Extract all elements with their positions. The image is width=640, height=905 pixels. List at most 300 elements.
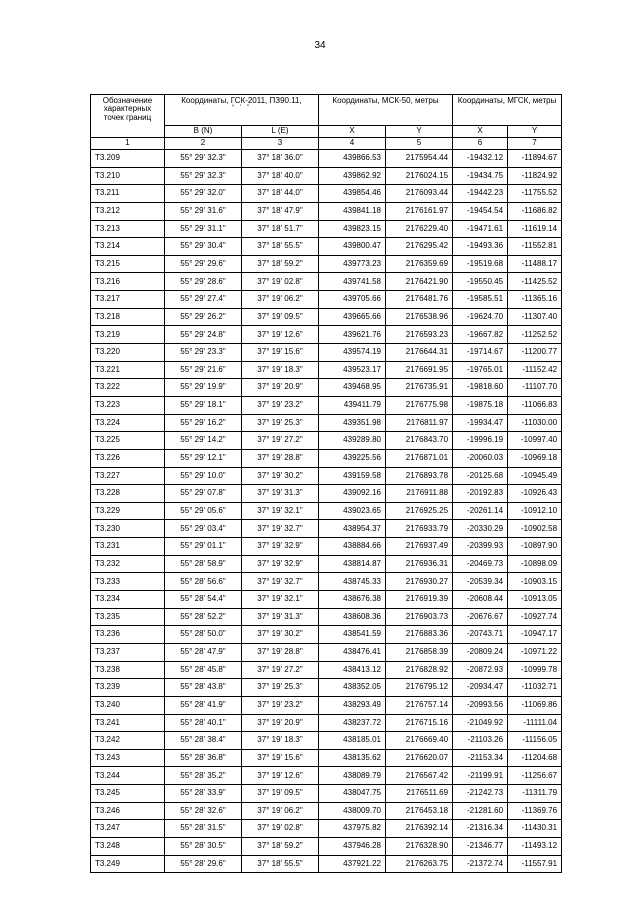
longitude-cell: 37° 19' 20.9" <box>242 379 319 397</box>
msk-y-cell: 2176871.01 <box>386 449 453 467</box>
msk-y-cell: 2176903.73 <box>386 608 453 626</box>
latitude-cell: 55° 29' 01.1" <box>165 538 242 556</box>
mgsk-x-cell: -19585.51 <box>453 291 508 309</box>
point-id-cell: Т3.249 <box>91 855 165 873</box>
mgsk-y-cell: -11252.52 <box>508 326 562 344</box>
mgsk-y-cell: -11152.42 <box>508 361 562 379</box>
msk-y-cell: 2176620.07 <box>386 749 453 767</box>
msk-x-cell: 439866.53 <box>319 150 386 168</box>
table-row <box>91 679 562 697</box>
longitude-cell: 37° 19' 09.5" <box>242 308 319 326</box>
msk-x-cell: 437946.28 <box>319 837 386 855</box>
msk-y-cell: 2176392.14 <box>386 820 453 838</box>
table-row <box>91 626 562 644</box>
mgsk-y-cell: -11156.05 <box>508 732 562 750</box>
table-row <box>91 202 562 220</box>
table-row <box>91 485 562 503</box>
msk-x-cell: 439225.56 <box>319 449 386 467</box>
latitude-cell: 55° 28' 45.8" <box>165 661 242 679</box>
table-row <box>91 802 562 820</box>
mgsk-y-cell: -11311.79 <box>508 785 562 803</box>
msk-y-cell: 2176453.18 <box>386 802 453 820</box>
latitude-cell: 55° 29' 19.9" <box>165 379 242 397</box>
mgsk-x-cell: -19765.01 <box>453 361 508 379</box>
longitude-cell: 37° 19' 30.2" <box>242 467 319 485</box>
point-id-cell: Т3.235 <box>91 608 165 626</box>
msk-y-cell: 2176893.78 <box>386 467 453 485</box>
table-row <box>91 749 562 767</box>
msk-y-cell: 2176593.23 <box>386 326 453 344</box>
latitude-cell: 55° 28' 35.2" <box>165 767 242 785</box>
msk-x-cell: 438954.37 <box>319 520 386 538</box>
point-id-cell: Т3.241 <box>91 714 165 732</box>
msk-x-cell: 439523.17 <box>319 361 386 379</box>
mgsk-x-cell: -19550.45 <box>453 273 508 291</box>
header-point-designation: Обозначение характерных точек границ <box>91 95 165 138</box>
mgsk-y-cell: -11430.31 <box>508 820 562 838</box>
mgsk-x-cell: -20330.29 <box>453 520 508 538</box>
mgsk-y-cell: -11069.86 <box>508 696 562 714</box>
latitude-cell: 55° 29' 07.8" <box>165 485 242 503</box>
mgsk-x-cell: -21153.34 <box>453 749 508 767</box>
mgsk-x-cell: -19667.82 <box>453 326 508 344</box>
latitude-cell: 55° 29' 29.6" <box>165 255 242 273</box>
mgsk-x-cell: -19818.60 <box>453 379 508 397</box>
mgsk-x-cell: -20809.24 <box>453 643 508 661</box>
longitude-cell: 37° 19' 18.3" <box>242 361 319 379</box>
point-id-cell: Т3.221 <box>91 361 165 379</box>
msk-y-cell: 2176911.88 <box>386 485 453 503</box>
point-id-cell: Т3.216 <box>91 273 165 291</box>
table-row <box>91 432 562 450</box>
msk-x-cell: 439574.19 <box>319 344 386 362</box>
table-row <box>91 220 562 238</box>
latitude-cell: 55° 29' 28.6" <box>165 273 242 291</box>
mgsk-y-cell: -10902.58 <box>508 520 562 538</box>
header-sub-msk-y: Y <box>386 126 453 138</box>
msk-y-cell: 2176883.36 <box>386 626 453 644</box>
msk-x-cell: 438293.49 <box>319 696 386 714</box>
table-row <box>91 379 562 397</box>
table-row <box>91 150 562 168</box>
mgsk-x-cell: -21199.91 <box>453 767 508 785</box>
mgsk-y-cell: -10969.18 <box>508 449 562 467</box>
msk-x-cell: 439289.80 <box>319 432 386 450</box>
msk-x-cell: 438185.01 <box>319 732 386 750</box>
table-row <box>91 820 562 838</box>
msk-x-cell: 439023.65 <box>319 502 386 520</box>
mgsk-x-cell: -21316.34 <box>453 820 508 838</box>
longitude-cell: 37° 19' 20.9" <box>242 714 319 732</box>
point-id-cell: Т3.230 <box>91 520 165 538</box>
mgsk-y-cell: -11552.81 <box>508 238 562 256</box>
latitude-cell: 55° 28' 58.9" <box>165 555 242 573</box>
column-number: 3 <box>242 138 319 150</box>
mgsk-y-cell: -10926.43 <box>508 485 562 503</box>
msk-x-cell: 438814.87 <box>319 555 386 573</box>
mgsk-x-cell: -21049.92 <box>453 714 508 732</box>
latitude-cell: 55° 29' 30.4" <box>165 238 242 256</box>
mgsk-y-cell: -10999.78 <box>508 661 562 679</box>
msk-x-cell: 439159.58 <box>319 467 386 485</box>
msk-y-cell: 2176937.49 <box>386 538 453 556</box>
longitude-cell: 37° 19' 18.3" <box>242 732 319 750</box>
msk-x-cell: 438413.12 <box>319 661 386 679</box>
point-id-cell: Т3.215 <box>91 255 165 273</box>
mgsk-x-cell: -19432.12 <box>453 150 508 168</box>
msk-x-cell: 439092.16 <box>319 485 386 503</box>
msk-x-cell: 438745.33 <box>319 573 386 591</box>
table-row <box>91 661 562 679</box>
latitude-cell: 55° 29' 32.3" <box>165 167 242 185</box>
header-mgsk-group: Координаты, МГСК, метры <box>453 95 562 126</box>
latitude-cell: 55° 29' 32.0" <box>165 185 242 203</box>
table-row <box>91 767 562 785</box>
longitude-cell: 37° 19' 32.7" <box>242 573 319 591</box>
point-id-cell: Т3.242 <box>91 732 165 750</box>
table-row <box>91 308 562 326</box>
point-id-cell: Т3.228 <box>91 485 165 503</box>
longitude-cell: 37° 19' 27.2" <box>242 661 319 679</box>
mgsk-y-cell: -11107.70 <box>508 379 562 397</box>
msk-x-cell: 439741.58 <box>319 273 386 291</box>
longitude-cell: 37° 19' 28.8" <box>242 643 319 661</box>
mgsk-y-cell: -11204.68 <box>508 749 562 767</box>
mgsk-x-cell: -19493.36 <box>453 238 508 256</box>
mgsk-y-cell: -11256.67 <box>508 767 562 785</box>
mgsk-y-cell: -11493.12 <box>508 837 562 855</box>
point-id-cell: Т3.213 <box>91 220 165 238</box>
latitude-cell: 55° 28' 56.6" <box>165 573 242 591</box>
mgsk-x-cell: -19519.68 <box>453 255 508 273</box>
longitude-cell: 37° 18' 44.0" <box>242 185 319 203</box>
latitude-cell: 55° 28' 41.9" <box>165 696 242 714</box>
mgsk-x-cell: -20993.56 <box>453 696 508 714</box>
msk-x-cell: 439862.92 <box>319 167 386 185</box>
mgsk-y-cell: -10903.15 <box>508 573 562 591</box>
longitude-cell: 37° 19' 25.3" <box>242 679 319 697</box>
msk-x-cell: 439800.47 <box>319 238 386 256</box>
longitude-cell: 37° 19' 23.2" <box>242 696 319 714</box>
mgsk-y-cell: -11369.76 <box>508 802 562 820</box>
msk-y-cell: 2176795.12 <box>386 679 453 697</box>
table-row <box>91 467 562 485</box>
latitude-cell: 55° 29' 18.1" <box>165 396 242 414</box>
table-row <box>91 273 562 291</box>
point-id-cell: Т3.219 <box>91 326 165 344</box>
latitude-cell: 55° 29' 05.6" <box>165 502 242 520</box>
latitude-cell: 55° 28' 50.0" <box>165 626 242 644</box>
msk-y-cell: 2176481.76 <box>386 291 453 309</box>
mgsk-y-cell: -11200.77 <box>508 344 562 362</box>
longitude-cell: 37° 19' 28.8" <box>242 449 319 467</box>
point-id-cell: Т3.210 <box>91 167 165 185</box>
point-id-cell: Т3.227 <box>91 467 165 485</box>
msk-x-cell: 438089.79 <box>319 767 386 785</box>
point-id-cell: Т3.225 <box>91 432 165 450</box>
mgsk-y-cell: -10912.10 <box>508 502 562 520</box>
table-row <box>91 714 562 732</box>
table-row <box>91 326 562 344</box>
mgsk-y-cell: -10947.17 <box>508 626 562 644</box>
mgsk-y-cell: -11365.16 <box>508 291 562 309</box>
point-id-cell: Т3.222 <box>91 379 165 397</box>
msk-x-cell: 439468.95 <box>319 379 386 397</box>
mgsk-x-cell: -19714.67 <box>453 344 508 362</box>
latitude-cell: 55° 29' 21.6" <box>165 361 242 379</box>
mgsk-y-cell: -11488.17 <box>508 255 562 273</box>
mgsk-x-cell: -20399.93 <box>453 538 508 556</box>
point-id-cell: Т3.233 <box>91 573 165 591</box>
latitude-cell: 55° 28' 40.1" <box>165 714 242 732</box>
latitude-cell: 55° 28' 32.6" <box>165 802 242 820</box>
table-row <box>91 238 562 256</box>
mgsk-x-cell: -20608.44 <box>453 591 508 609</box>
header-sub-mgsk-y: Y <box>508 126 562 138</box>
point-id-cell: Т3.212 <box>91 202 165 220</box>
latitude-cell: 55° 29' 16.2" <box>165 414 242 432</box>
msk-x-cell: 438135.62 <box>319 749 386 767</box>
point-id-cell: Т3.245 <box>91 785 165 803</box>
msk-x-cell: 439823.15 <box>319 220 386 238</box>
mgsk-x-cell: -20676.67 <box>453 608 508 626</box>
longitude-cell: 37° 18' 40.0" <box>242 167 319 185</box>
mgsk-y-cell: -10913.05 <box>508 591 562 609</box>
longitude-cell: 37° 19' 32.1" <box>242 591 319 609</box>
point-id-cell: Т3.244 <box>91 767 165 785</box>
point-id-cell: Т3.220 <box>91 344 165 362</box>
point-id-cell: Т3.226 <box>91 449 165 467</box>
mgsk-y-cell: -11686.82 <box>508 202 562 220</box>
point-id-cell: Т3.217 <box>91 291 165 309</box>
latitude-cell: 55° 29' 31.6" <box>165 202 242 220</box>
latitude-cell: 55° 28' 43.8" <box>165 679 242 697</box>
latitude-cell: 55° 29' 24.8" <box>165 326 242 344</box>
mgsk-y-cell: -10897.90 <box>508 538 562 556</box>
latitude-cell: 55° 28' 36.8" <box>165 749 242 767</box>
mgsk-y-cell: -10945.49 <box>508 467 562 485</box>
latitude-cell: 55° 29' 12.1" <box>165 449 242 467</box>
table-row <box>91 255 562 273</box>
table-row <box>91 555 562 573</box>
msk-y-cell: 2175954.44 <box>386 150 453 168</box>
point-id-cell: Т3.229 <box>91 502 165 520</box>
latitude-cell: 55° 28' 30.5" <box>165 837 242 855</box>
msk-x-cell: 439854.46 <box>319 185 386 203</box>
table-row <box>91 185 562 203</box>
table-row <box>91 643 562 661</box>
longitude-cell: 37° 18' 59.2" <box>242 837 319 855</box>
table-body <box>91 150 562 873</box>
mgsk-y-cell: -11824.92 <box>508 167 562 185</box>
point-id-cell: Т3.237 <box>91 643 165 661</box>
longitude-cell: 37° 18' 51.7" <box>242 220 319 238</box>
table-row <box>91 414 562 432</box>
mgsk-y-cell: -11425.52 <box>508 273 562 291</box>
column-number: 6 <box>453 138 508 150</box>
mgsk-x-cell: -21242.73 <box>453 785 508 803</box>
longitude-cell: 37° 19' 32.1" <box>242 502 319 520</box>
msk-x-cell: 437975.82 <box>319 820 386 838</box>
msk-y-cell: 2176669.40 <box>386 732 453 750</box>
mgsk-x-cell: -20125.68 <box>453 467 508 485</box>
header-msk-group: Координаты, МСК-50, метры <box>319 95 453 126</box>
msk-x-cell: 438237.72 <box>319 714 386 732</box>
mgsk-y-cell: -11557.91 <box>508 855 562 873</box>
msk-y-cell: 2176925.25 <box>386 502 453 520</box>
column-number: 4 <box>319 138 386 150</box>
point-id-cell: Т3.224 <box>91 414 165 432</box>
mgsk-y-cell: -11307.40 <box>508 308 562 326</box>
msk-x-cell: 438541.59 <box>319 626 386 644</box>
msk-y-cell: 2176295.42 <box>386 238 453 256</box>
msk-y-cell: 2176691.95 <box>386 361 453 379</box>
point-id-cell: Т3.214 <box>91 238 165 256</box>
msk-y-cell: 2176715.16 <box>386 714 453 732</box>
msk-x-cell: 439621.76 <box>319 326 386 344</box>
point-id-cell: Т3.209 <box>91 150 165 168</box>
longitude-cell: 37° 19' 27.2" <box>242 432 319 450</box>
table-row <box>91 520 562 538</box>
msk-y-cell: 2176930.27 <box>386 573 453 591</box>
msk-x-cell: 438608.36 <box>319 608 386 626</box>
point-id-cell: Т3.234 <box>91 591 165 609</box>
mgsk-x-cell: -20192.83 <box>453 485 508 503</box>
msk-x-cell: 438047.75 <box>319 785 386 803</box>
mgsk-y-cell: -10997.40 <box>508 432 562 450</box>
longitude-cell: 37° 18' 36.0" <box>242 150 319 168</box>
msk-x-cell: 439665.66 <box>319 308 386 326</box>
latitude-cell: 55° 28' 29.6" <box>165 855 242 873</box>
longitude-cell: 37° 18' 47.9" <box>242 202 319 220</box>
table-row <box>91 361 562 379</box>
msk-x-cell: 438352.05 <box>319 679 386 697</box>
mgsk-y-cell: -11619.14 <box>508 220 562 238</box>
table-row <box>91 608 562 626</box>
mgsk-x-cell: -20469.73 <box>453 555 508 573</box>
mgsk-x-cell: -19624.70 <box>453 308 508 326</box>
longitude-cell: 37° 19' 06.2" <box>242 802 319 820</box>
mgsk-x-cell: -21372.74 <box>453 855 508 873</box>
msk-x-cell: 437921.22 <box>319 855 386 873</box>
column-number: 5 <box>386 138 453 150</box>
point-id-cell: Т3.240 <box>91 696 165 714</box>
mgsk-x-cell: -19875.18 <box>453 396 508 414</box>
latitude-cell: 55° 29' 27.4" <box>165 291 242 309</box>
mgsk-y-cell: -11755.52 <box>508 185 562 203</box>
mgsk-y-cell: -10971.22 <box>508 643 562 661</box>
msk-y-cell: 2176263.75 <box>386 855 453 873</box>
msk-y-cell: 2176511.69 <box>386 785 453 803</box>
mgsk-y-cell: -10927.74 <box>508 608 562 626</box>
msk-x-cell: 438476.41 <box>319 643 386 661</box>
header-sub-b: B (N) <box>165 126 242 138</box>
mgsk-x-cell: -19934.47 <box>453 414 508 432</box>
longitude-cell: 37° 19' 06.2" <box>242 291 319 309</box>
longitude-cell: 37° 19' 15.6" <box>242 344 319 362</box>
msk-y-cell: 2176757.14 <box>386 696 453 714</box>
longitude-cell: 37° 19' 31.3" <box>242 608 319 626</box>
latitude-cell: 55° 28' 54.4" <box>165 591 242 609</box>
latitude-cell: 55° 29' 23.3" <box>165 344 242 362</box>
mgsk-x-cell: -21346.77 <box>453 837 508 855</box>
table-row <box>91 855 562 873</box>
msk-y-cell: 2176933.79 <box>386 520 453 538</box>
point-id-cell: Т3.247 <box>91 820 165 838</box>
msk-x-cell: 439773.23 <box>319 255 386 273</box>
column-number: 1 <box>91 138 165 150</box>
latitude-cell: 55° 29' 10.0" <box>165 467 242 485</box>
table-row <box>91 449 562 467</box>
mgsk-x-cell: -21281.60 <box>453 802 508 820</box>
mgsk-x-cell: -20872.93 <box>453 661 508 679</box>
msk-x-cell: 438009.70 <box>319 802 386 820</box>
mgsk-x-cell: -20743.71 <box>453 626 508 644</box>
mgsk-x-cell: -20261.14 <box>453 502 508 520</box>
longitude-cell: 37° 19' 32.9" <box>242 555 319 573</box>
table-row <box>91 538 562 556</box>
point-id-cell: Т3.218 <box>91 308 165 326</box>
mgsk-x-cell: -19442.23 <box>453 185 508 203</box>
longitude-cell: 37° 19' 09.5" <box>242 785 319 803</box>
longitude-cell: 37° 18' 55.5" <box>242 238 319 256</box>
msk-x-cell: 439841.18 <box>319 202 386 220</box>
table-row <box>91 502 562 520</box>
header-gsk-group <box>165 95 319 126</box>
longitude-cell: 37° 19' 32.7" <box>242 520 319 538</box>
table-row <box>91 732 562 750</box>
header-gsk-units: ° ' " <box>231 105 251 112</box>
msk-x-cell: 438676.38 <box>319 591 386 609</box>
latitude-cell: 55° 28' 52.2" <box>165 608 242 626</box>
longitude-cell: 37° 19' 12.6" <box>242 326 319 344</box>
point-id-cell: Т3.211 <box>91 185 165 203</box>
longitude-cell: 37° 19' 31.3" <box>242 485 319 503</box>
column-number: 7 <box>508 138 562 150</box>
table-row <box>91 167 562 185</box>
table-row <box>91 785 562 803</box>
page-number: 34 <box>314 40 326 51</box>
mgsk-y-cell: -11032.71 <box>508 679 562 697</box>
point-id-cell: Т3.238 <box>91 661 165 679</box>
msk-x-cell: 439705.66 <box>319 291 386 309</box>
longitude-cell: 37° 19' 15.6" <box>242 749 319 767</box>
msk-y-cell: 2176229.40 <box>386 220 453 238</box>
latitude-cell: 55° 29' 03.4" <box>165 520 242 538</box>
mgsk-x-cell: -20934.47 <box>453 679 508 697</box>
point-id-cell: Т3.248 <box>91 837 165 855</box>
latitude-cell: 55° 28' 33.9" <box>165 785 242 803</box>
latitude-cell: 55° 29' 14.2" <box>165 432 242 450</box>
table-row <box>91 344 562 362</box>
mgsk-y-cell: -10898.09 <box>508 555 562 573</box>
latitude-cell: 55° 28' 31.5" <box>165 820 242 838</box>
msk-y-cell: 2176538.96 <box>386 308 453 326</box>
table-row <box>91 696 562 714</box>
point-id-cell: Т3.246 <box>91 802 165 820</box>
mgsk-x-cell: -19454.54 <box>453 202 508 220</box>
msk-y-cell: 2176811.97 <box>386 414 453 432</box>
header-sub-msk-x: X <box>319 126 386 138</box>
latitude-cell: 55° 29' 32.3" <box>165 150 242 168</box>
msk-y-cell: 2176024.15 <box>386 167 453 185</box>
msk-x-cell: 439351.98 <box>319 414 386 432</box>
latitude-cell: 55° 28' 47.9" <box>165 643 242 661</box>
longitude-cell: 37° 19' 25.3" <box>242 414 319 432</box>
table-row <box>91 837 562 855</box>
mgsk-x-cell: -19996.19 <box>453 432 508 450</box>
point-id-cell: Т3.232 <box>91 555 165 573</box>
